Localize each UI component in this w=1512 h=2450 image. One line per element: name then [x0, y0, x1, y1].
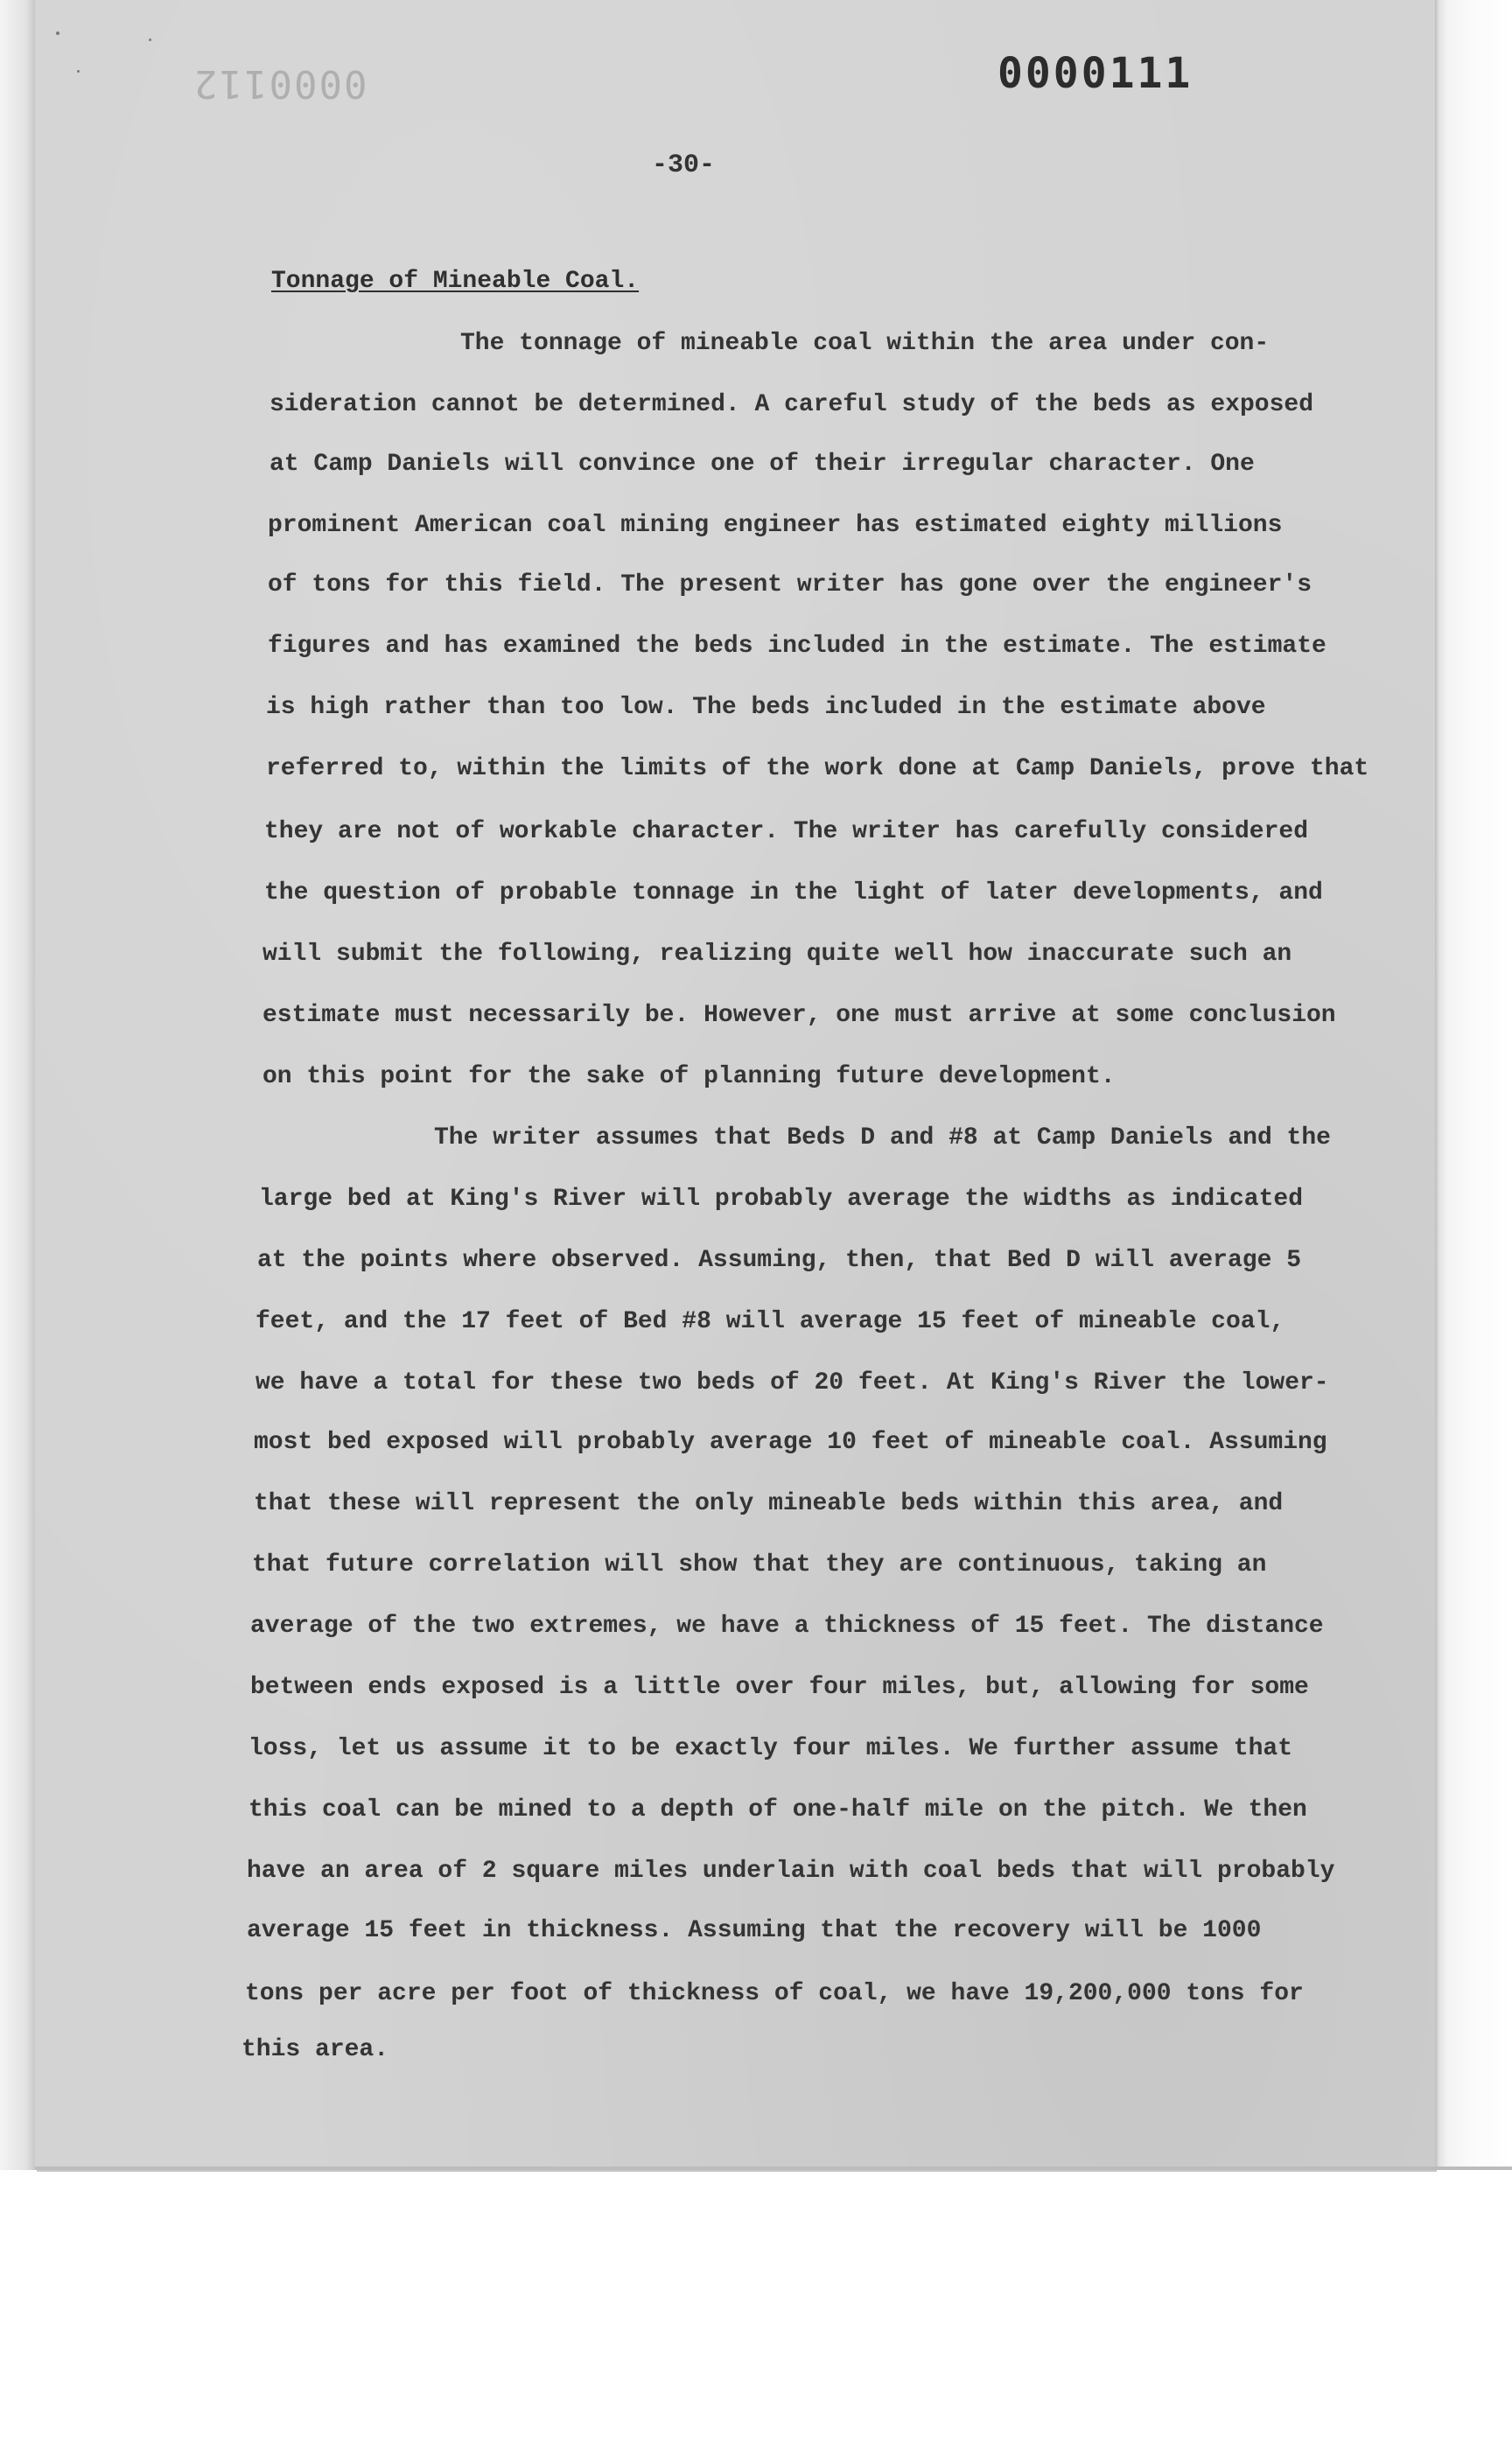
- paragraph-line: average of the two extremes, we have a thickness of 15 feet. The distance: [250, 1613, 1324, 1640]
- paragraph-line: large bed at King's River will probably average the widths as indicated: [259, 1186, 1303, 1213]
- paragraph-line: this coal can be mined to a depth of one-half mile on the pitch. We then: [248, 1796, 1307, 1824]
- paragraph-line: on this point for the sake of planning future development.: [262, 1063, 1116, 1090]
- paragraph-line: average 15 feet in thickness. Assuming that the recovery will be 1000: [247, 1917, 1262, 1944]
- paragraph-line: estimate must necessarily be. However, one must arrive at some conclusion: [262, 1002, 1336, 1029]
- paragraph-line: they are not of workable character. The writer has carefully considered: [264, 818, 1308, 845]
- scan-right-edge: [1435, 0, 1512, 2170]
- paragraph-line: loss, let us assume it to be exactly four miles. We further assume that: [248, 1735, 1292, 1762]
- paragraph-line: that future correlation will show that they are continuous, taking an: [252, 1551, 1267, 1578]
- paragraph-line: of tons for this field. The present writer has gone over the engineer's: [268, 571, 1312, 598]
- bates-stamp-number: 0000111: [998, 49, 1194, 98]
- paragraph-line: The tonnage of mineable coal within the area under con-: [460, 330, 1270, 357]
- paragraph-line: have an area of 2 square miles underlain with coal beds that will probably: [247, 1858, 1335, 1885]
- paragraph-line: figures and has examined the beds included in the estimate. The estimate: [268, 633, 1326, 660]
- paragraph-line: tons per acre per foot of thickness of coal, we have 19,200,000 tons for: [245, 1980, 1304, 2007]
- paragraph-line: this area.: [242, 2036, 389, 2063]
- paragraph-line: that these will represent the only mineable beds within this area, and: [254, 1490, 1284, 1517]
- dust-speck: [149, 38, 151, 41]
- paragraph-line: is high rather than too low. The beds included in the estimate above: [266, 694, 1266, 721]
- paragraph-line: most bed exposed will probably average 10 feet of mineable coal. Assuming: [254, 1429, 1327, 1456]
- page-number: -30-: [652, 150, 716, 180]
- paragraph-line: prominent American coal mining engineer has estimated eighty millions: [268, 512, 1283, 539]
- scan-left-edge: [0, 0, 35, 2170]
- paragraph-line: referred to, within the limits of the work done at Camp Daniels, prove that: [266, 755, 1369, 782]
- dust-speck: [56, 32, 60, 35]
- paragraph-line: sideration cannot be determined. A careful study of the beds as exposed: [270, 391, 1313, 418]
- paragraph-line: at the points where observed. Assuming, then, that Bed D will average 5: [257, 1247, 1301, 1274]
- paragraph-line: at Camp Daniels will convince one of their irregular character. One: [270, 451, 1255, 478]
- mirrored-bates-stamp: 0000112: [192, 61, 368, 106]
- scan-bottom-edge: [35, 2166, 1512, 2170]
- paragraph-line: we have a total for these two beds of 20 feet. At King's River the lower-: [256, 1369, 1329, 1396]
- section-heading: Tonnage of Mineable Coal.: [271, 268, 640, 295]
- dust-speck: [77, 70, 80, 73]
- paragraph-line: The writer assumes that Beds D and #8 at Camp Daniels and the: [434, 1124, 1331, 1152]
- paragraph-line: feet, and the 17 feet of Bed #8 will average 15 feet of mineable coal,: [256, 1308, 1285, 1335]
- paragraph-line: will submit the following, realizing quite well how inaccurate such an: [262, 941, 1292, 968]
- paragraph-line: the question of probable tonnage in the light of later developments, and: [264, 879, 1323, 906]
- paragraph-line: between ends exposed is a little over four miles, but, allowing for some: [250, 1674, 1309, 1701]
